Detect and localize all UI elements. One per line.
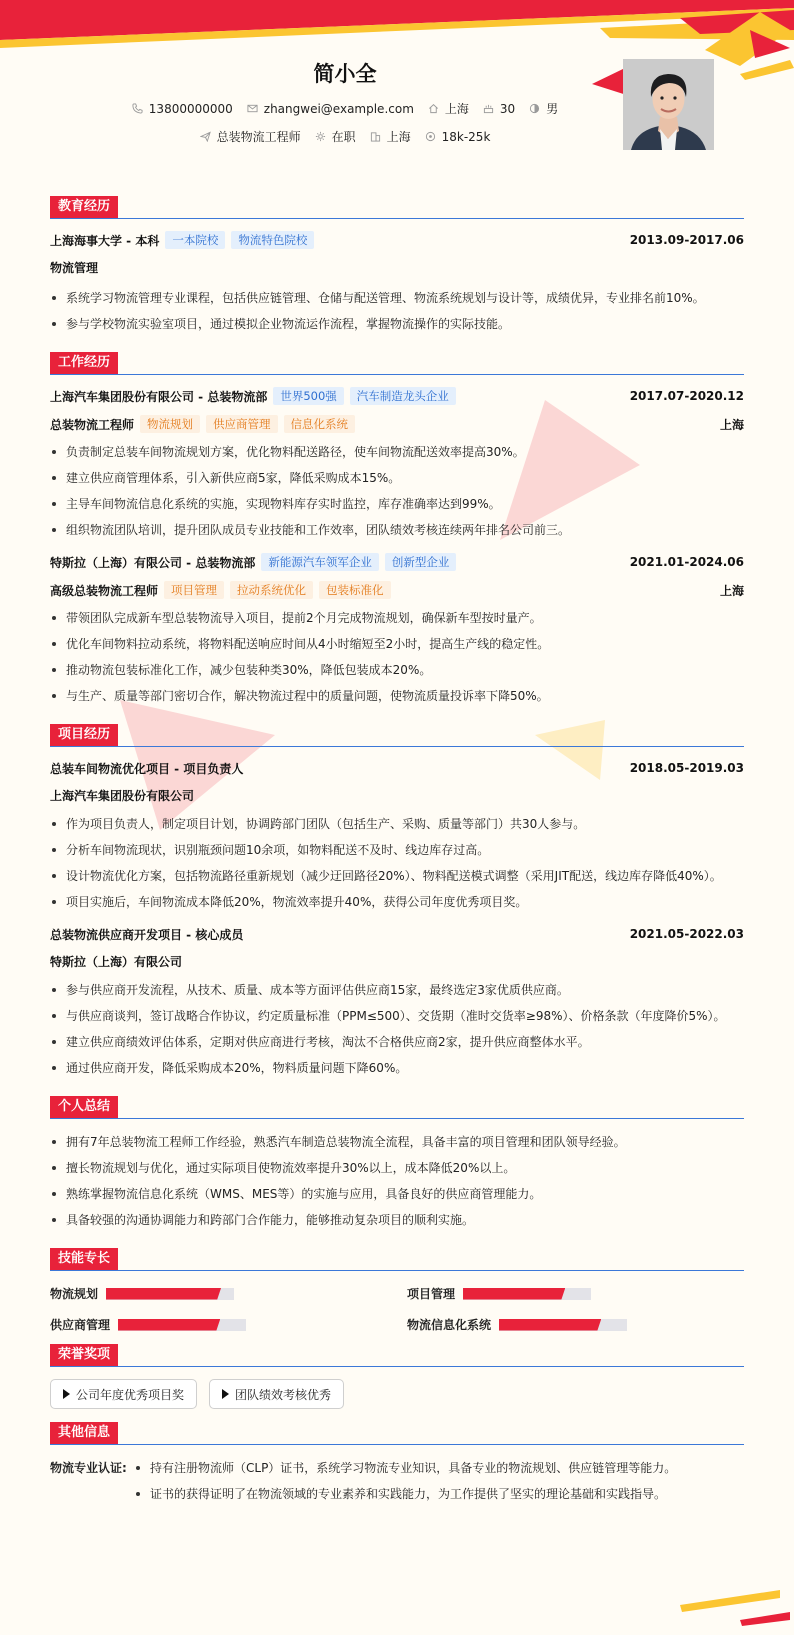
- award-chip: [209, 1379, 344, 1409]
- company-tag: 汽车制造龙头企业: [350, 387, 456, 405]
- list-item: 优化车间物料拉动系统，将物料配送响应时间从4小时缩短至2小时，提高生产线的稳定性。: [50, 631, 744, 657]
- awards-list: [50, 1377, 744, 1415]
- skill-bar: [118, 1319, 246, 1331]
- work-role-row: [50, 413, 744, 435]
- mail-icon: [247, 103, 258, 114]
- role-name: 高级总装物流工程师: [50, 583, 159, 598]
- list-item: 组织物流团队培训，提升团队成员专业技能和工作效率，团队绩效考核连续两年排名公司前三。: [50, 517, 744, 543]
- role-tag: 拉动系统优化: [230, 581, 313, 599]
- work-role-row: [50, 579, 744, 601]
- email-info: [247, 102, 414, 116]
- work-item-header: [50, 385, 744, 407]
- contact-row: [50, 100, 640, 117]
- salary-text: 18k-25k: [441, 129, 491, 144]
- role-tag: 包装标准化: [319, 581, 391, 599]
- section-title-summary: 个人总结: [50, 1095, 744, 1119]
- company-tag: 创新型企业: [385, 553, 457, 571]
- list-item: 建立供应商绩效评估体系，定期对供应商进行考核，淘汰不合格供应商2家，提升供应商整体水平。: [50, 1029, 744, 1055]
- summary-section: [50, 1095, 744, 1233]
- gear-icon: [315, 131, 326, 142]
- award-chip: [50, 1379, 197, 1409]
- salary-info: [425, 130, 491, 144]
- project-org: 上海汽车集团股份有限公司: [50, 789, 195, 803]
- cake-icon: [483, 103, 494, 114]
- other-bullets: [134, 1455, 744, 1507]
- role-tag: 项目管理: [164, 581, 224, 599]
- skill-item: [407, 1285, 744, 1302]
- company-tag: 世界500强: [273, 387, 343, 405]
- building-icon: [370, 131, 381, 142]
- list-item: 推动物流包装标准化工作，减少包装种类30%，降低包装成本20%。: [50, 657, 744, 683]
- skill-item: [50, 1316, 387, 1333]
- skill-item: [407, 1316, 744, 1333]
- list-item: 与供应商谈判，签订战略合作协议，约定质量标准（PPM≤500）、交货期（准时交货率≥98%）、价格条款（年度降价5%）。: [50, 1003, 744, 1029]
- list-item: 熟练掌握物流信息化系统（WMS、MES等）的实施与应用，具备良好的供应商管理能力。: [50, 1181, 744, 1207]
- role-tag: 物流规划: [140, 415, 200, 433]
- projects-section: [50, 723, 744, 1081]
- company-name: 特斯拉（上海）有限公司 - 总装物流部: [50, 555, 256, 570]
- project-bullets: [50, 977, 744, 1081]
- list-item: 分析车间物流现状，识别瓶颈问题10余项，如物料配送不及时、线边库存过高。: [50, 837, 744, 863]
- resume-header: [50, 0, 744, 185]
- list-item: 持有注册物流师（CLP）证书，系统学习物流专业知识，具备专业的物流规划、供应链管理等能力。: [134, 1455, 744, 1481]
- project-item-header: [50, 923, 744, 945]
- role-tag: 供应商管理: [206, 415, 278, 433]
- gender-text: 男: [546, 102, 559, 116]
- skill-name: 项目管理: [407, 1287, 456, 1301]
- skill-bar-fill: [463, 1288, 565, 1300]
- list-item: 具备较强的沟通协调能力和跨部门合作能力，能够推动复杂项目的顺利实施。: [50, 1207, 744, 1233]
- list-item: 设计物流优化方案，包括物流路径重新规划（减少迂回路径20%）、物料配送模式调整（采用JIT配送，线边库存降低40%）。: [50, 863, 744, 889]
- job-intent-row: [50, 128, 640, 145]
- coin-icon: [425, 131, 436, 142]
- target-city-info: [370, 128, 411, 145]
- location-info: [428, 100, 469, 117]
- candidate-name: 简小全: [313, 62, 377, 86]
- email-text: zhangwei@example.com: [263, 101, 414, 116]
- awards-section: [50, 1343, 744, 1415]
- project-period: 2021.05-2022.03: [629, 927, 744, 941]
- company-name: 上海汽车集团股份有限公司 - 总装物流部: [50, 389, 268, 404]
- work-city: 上海: [719, 583, 744, 598]
- avatar-portrait-icon: [623, 59, 714, 150]
- education-section: [50, 195, 744, 337]
- work-period: 2021.01-2024.06: [629, 555, 744, 569]
- summary-bullets: [50, 1129, 744, 1233]
- project-period: 2018.05-2019.03: [629, 761, 744, 775]
- project-name: 总装车间物流优化项目 - 项目负责人: [50, 761, 244, 776]
- list-item: 与生产、质量等部门密切合作，解决物流过程中的质量问题，使物流质量投诉率下降50%。: [50, 683, 744, 709]
- target-role-info: [200, 128, 301, 145]
- work-item-header: [50, 551, 744, 573]
- award-label: 团队绩效考核优秀: [235, 1387, 332, 1402]
- section-title-awards: 荣誉奖项: [50, 1343, 744, 1367]
- list-item: 证书的获得证明了在物流领域的专业素养和实践能力，为工作提供了坚实的理论基础和实践指导。: [134, 1481, 744, 1507]
- gender-info: [529, 100, 558, 117]
- list-item: 拥有7年总装物流工程师工作经验，熟悉汽车制造总装物流全流程，具备丰富的项目管理和团队领导经验。: [50, 1129, 744, 1155]
- list-item: 系统学习物流管理专业课程，包括供应链管理、仓储与配送管理、物流系统规划与设计等，成绩优异，专业排名前10%。: [50, 285, 744, 311]
- home-icon: [428, 103, 439, 114]
- role-name: 总装物流工程师: [50, 417, 135, 432]
- list-item: 参与供应商开发流程，从技术、质量、成本等方面评估供应商15家，最终选定3家优质供应商。: [50, 977, 744, 1003]
- other-label: 物流专业认证:: [50, 1461, 127, 1475]
- list-item: 作为项目负责人，制定项目计划，协调跨部门团队（包括生产、采购、质量等部门）共30人参与。: [50, 811, 744, 837]
- school-tag: 物流特色院校: [231, 231, 314, 249]
- target-city-text: 上海: [386, 130, 411, 144]
- section-title-work: 工作经历: [50, 351, 744, 375]
- education-item-header: [50, 229, 744, 251]
- company-tag: 新能源汽车领军企业: [261, 553, 379, 571]
- skill-bar: [499, 1319, 627, 1331]
- list-item: 参与学校物流实验室项目，通过模拟企业物流运作流程，掌握物流操作的实际技能。: [50, 311, 744, 337]
- phone-text: 13800000000: [148, 101, 233, 116]
- skills-section: [50, 1247, 744, 1339]
- play-triangle-icon: [222, 1389, 229, 1399]
- play-triangle-icon: [63, 1389, 70, 1399]
- list-item: 负责制定总装车间物流规划方案，优化物料配送路径，使车间物流配送效率提高30%。: [50, 439, 744, 465]
- status-text: 在职: [331, 130, 356, 144]
- section-title-other: 其他信息: [50, 1421, 744, 1445]
- project-item-header: [50, 757, 744, 779]
- list-item: 带领团队完成新车型总装物流导入项目，提前2个月完成物流规划，确保新车型按时量产。: [50, 605, 744, 631]
- education-bullets: [50, 285, 744, 337]
- skill-item: [50, 1285, 387, 1302]
- skill-bar: [106, 1288, 234, 1300]
- list-item: 通过供应商开发，降低采购成本20%，物料质量问题下降60%。: [50, 1055, 744, 1081]
- avatar: [623, 59, 714, 150]
- work-period: 2017.07-2020.12: [629, 389, 744, 403]
- resume-page: [50, 0, 744, 1507]
- project-name: 总装物流供应商开发项目 - 核心成员: [50, 927, 244, 942]
- role-tag: 信息化系统: [284, 415, 356, 433]
- school-tag: 一本院校: [165, 231, 225, 249]
- education-period: 2013.09-2017.06: [629, 233, 744, 247]
- other-info: [50, 1455, 744, 1507]
- section-title-projects: 项目经历: [50, 723, 744, 747]
- age-text: 30: [499, 101, 516, 116]
- phone-info: [132, 102, 233, 116]
- skill-name: 供应商管理: [50, 1318, 111, 1332]
- school-name: 上海海事大学 - 本科: [50, 233, 160, 248]
- skill-bar: [463, 1288, 591, 1300]
- target-role-text: 总装物流工程师: [216, 130, 301, 144]
- work-bullets: [50, 605, 744, 709]
- section-title-education: 教育经历: [50, 195, 744, 219]
- other-section: [50, 1421, 744, 1507]
- skill-bar-fill: [499, 1319, 601, 1331]
- list-item: 项目实施后，车间物流成本降低20%，物流效率提升40%，获得公司年度优秀项目奖。: [50, 889, 744, 915]
- list-item: 建立供应商管理体系，引入新供应商5家，降低采购成本15%。: [50, 465, 744, 491]
- work-section: [50, 351, 744, 709]
- section-title-skills: 技能专长: [50, 1247, 744, 1271]
- skill-name: 物流规划: [50, 1287, 99, 1301]
- project-bullets: [50, 811, 744, 915]
- gender-icon: [529, 103, 540, 114]
- work-city: 上海: [719, 417, 744, 432]
- list-item: 主导车间物流信息化系统的实施，实现物料库存实时监控，库存准确率达到99%。: [50, 491, 744, 517]
- status-info: [315, 128, 356, 145]
- skill-bar-fill: [106, 1288, 221, 1300]
- award-label: 公司年度优秀项目奖: [76, 1387, 185, 1402]
- send-icon: [200, 131, 211, 142]
- list-item: 擅长物流规划与优化，通过实际项目使物流效率提升30%以上，成本降低20%以上。: [50, 1155, 744, 1181]
- age-info: [483, 102, 515, 116]
- skill-name: 物流信息化系统: [407, 1318, 492, 1332]
- work-bullets: [50, 439, 744, 543]
- project-org: 特斯拉（上海）有限公司: [50, 955, 183, 969]
- education-major: 物流管理: [50, 261, 99, 275]
- skill-bar-fill: [118, 1319, 220, 1331]
- skills-grid: [50, 1281, 744, 1339]
- phone-icon: [132, 103, 143, 114]
- location-text: 上海: [444, 102, 469, 116]
